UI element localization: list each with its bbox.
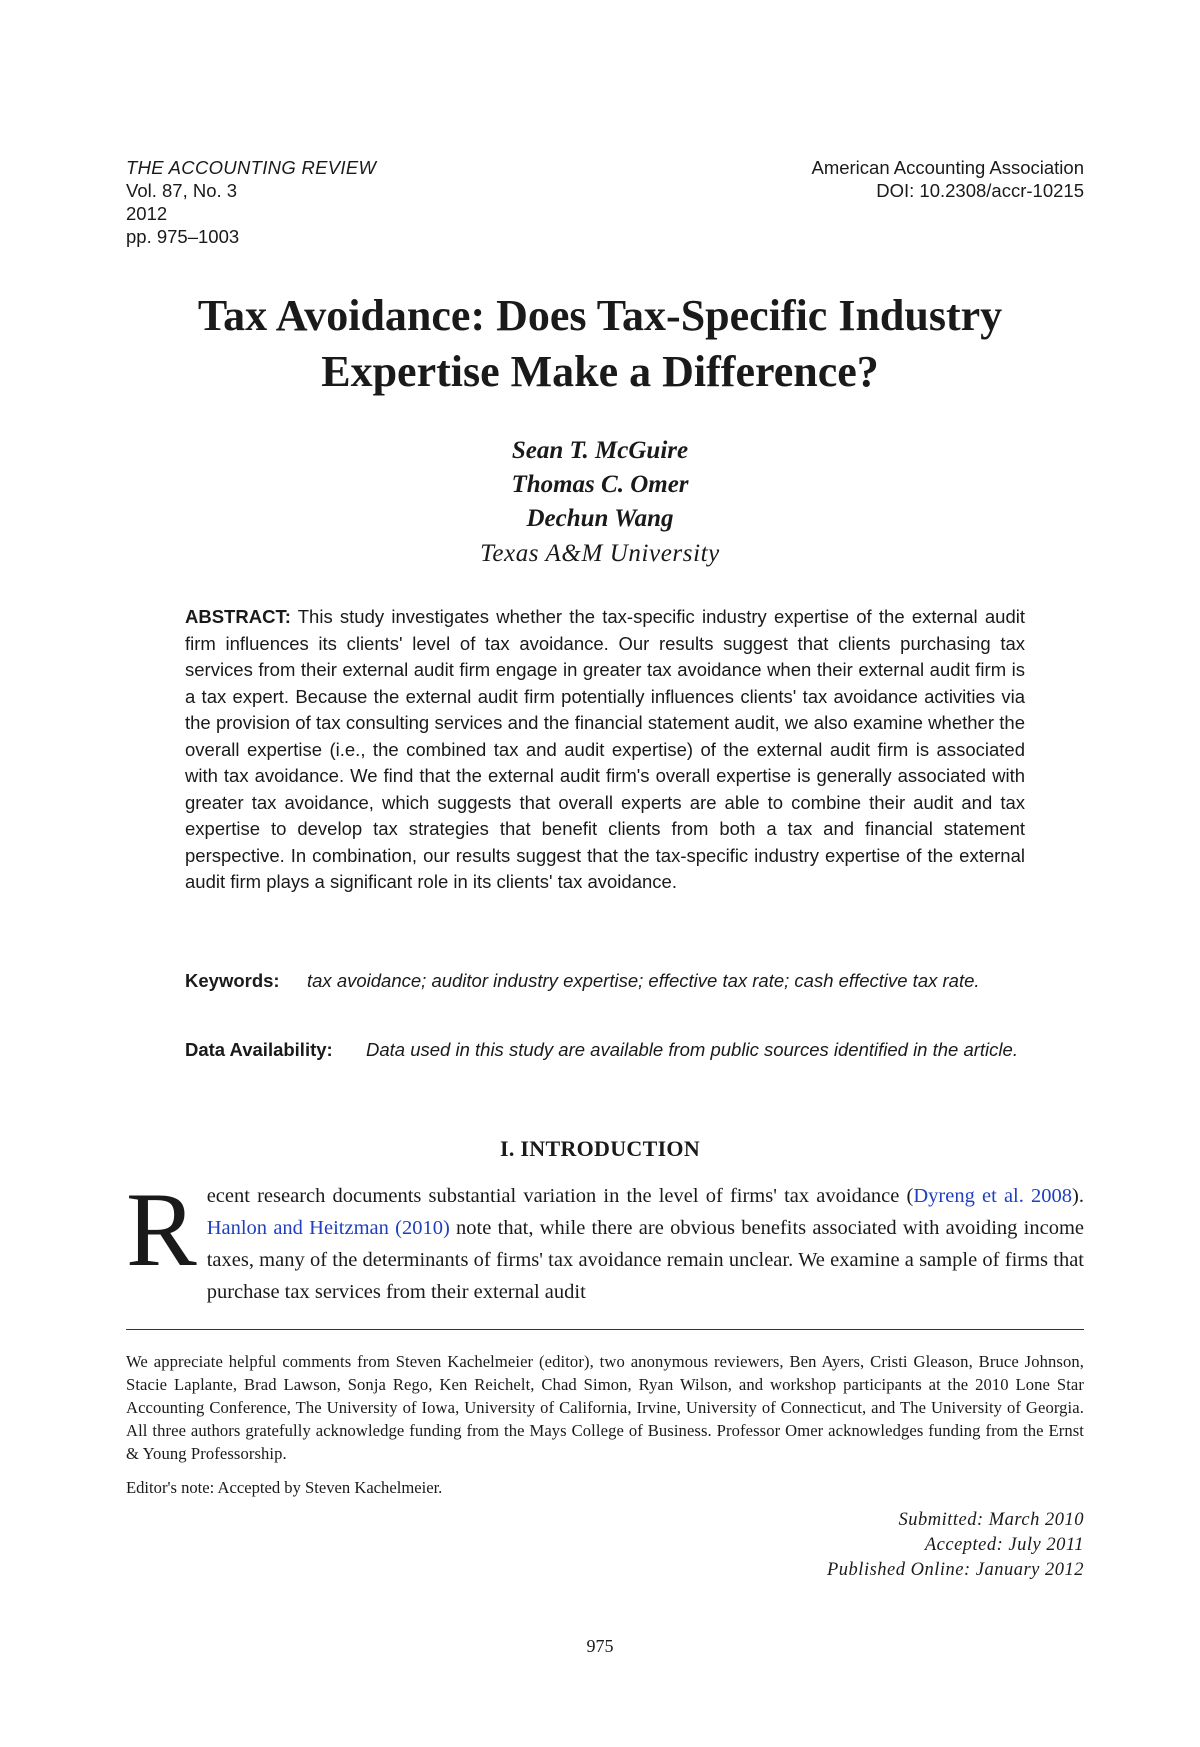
editor-note: Editor's note: Accepted by Steven Kachelmeier.: [126, 1478, 443, 1497]
publisher-info: [811, 156, 1084, 202]
acknowledgment-footnote: We appreciate helpful comments from Steven Kachelmeier (editor), two anonymous reviewers, Ben Ayers, Cristi Gleason, Bruce Johnson, Stacie Laplante, Brad Lawson, Sonja Rego, Ken Reichelt, Chad Simon, Ryan Wilson, and workshop participants at the 2010 Lone Star Accounting Conference, The University of Iowa, University of California, Irvine, University of Connecticut, and The University of Georgia. All three authors gratefully acknowledge funding from the Mays College of Business. Professor Omer acknowledges funding from the Ernst & Young Professorship.: [126, 1352, 1084, 1463]
journal-year: 2012: [126, 203, 168, 224]
publisher-name: American Accounting Association: [811, 157, 1084, 178]
intro-text: ecent research documents substantial variation in the level of firms' tax avoidance (: [206, 1185, 914, 1207]
title-line-1: Tax Avoidance: Does Tax-Specific Industry: [197, 291, 1003, 340]
abstract-text: This study investigates whether the tax-specific industry expertise of the external audit firm influences its clients' level of tax avoidance. Our results suggest that clients purchasing tax services from their external audit firm engage in greater tax avoidance when their external audit firm is a tax expert. Because the external audit firm potentially influences clients' tax avoidance activities via the provision of tax consulting services and the financial statement audit, we also examine whether the overall expertise (i.e., the combined tax and audit expertise) of the external audit firm is associated with tax avoidance. We find that the external audit firm's overall expertise is generally associated with greater tax avoidance, which suggests that overall experts are able to combine their audit and tax expertise to develop tax strategies that benefit clients from both a tax and financial statement perspective. In combination, our results suggest that the tax-specific industry expertise of the external audit firm plays a significant role in its clients' tax avoidance.: [185, 606, 1025, 892]
abstract: [185, 604, 1025, 896]
journal-pages: pp. 975–1003: [126, 226, 240, 247]
author-name: Sean T. McGuire: [511, 437, 689, 464]
citation-link[interactable]: Dyreng et al. 2008: [913, 1185, 1073, 1207]
author-name: Thomas C. Omer: [511, 471, 689, 498]
article-title: [100, 288, 1100, 400]
doi: DOI: 10.2308/accr-10215: [876, 180, 1084, 201]
journal-volume: Vol. 87, No. 3: [126, 180, 238, 201]
intro-paragraph: [126, 1171, 1084, 1308]
author-list: [100, 434, 1100, 536]
page-number: 975: [586, 1636, 614, 1656]
keywords-text: tax avoidance; auditor industry expertise; effective tax rate; cash effective tax rate.: [307, 970, 980, 991]
data-availability-label: Data Availability:: [185, 1039, 333, 1060]
citation-link[interactable]: Hanlon and Heitzman (2010): [206, 1217, 450, 1239]
published-date: Published Online: January 2012: [827, 1560, 1084, 1580]
footnote-divider: [126, 1329, 1084, 1330]
publication-dates: [827, 1508, 1084, 1583]
data-availability: [185, 1037, 1025, 1063]
title-line-2: Expertise Make a Difference?: [321, 347, 879, 396]
section-heading: I. INTRODUCTION: [499, 1136, 701, 1161]
accepted-date: Accepted: July 2011: [924, 1535, 1084, 1555]
abstract-label: ABSTRACT:: [185, 606, 291, 627]
affiliation: Texas A&M University: [480, 540, 720, 567]
author-name: Dechun Wang: [526, 505, 674, 532]
data-availability-text: Data used in this study are available from public sources identified in the article.: [366, 1039, 1018, 1060]
journal-info: [126, 156, 376, 248]
drop-cap: R: [126, 1171, 197, 1288]
intro-text: ).: [1072, 1185, 1084, 1207]
submitted-date: Submitted: March 2010: [898, 1510, 1084, 1530]
intro-text: note that, while there are obvious benefits associated with avoiding income taxes, many of the determinants of firms' tax avoidance remain unclear. We examine a sample of firms that purchase tax services from their external audit: [206, 1217, 1084, 1303]
keywords-label: Keywords:: [185, 970, 280, 991]
keywords: [185, 968, 1025, 994]
journal-name: THE ACCOUNTING REVIEW: [126, 157, 377, 178]
